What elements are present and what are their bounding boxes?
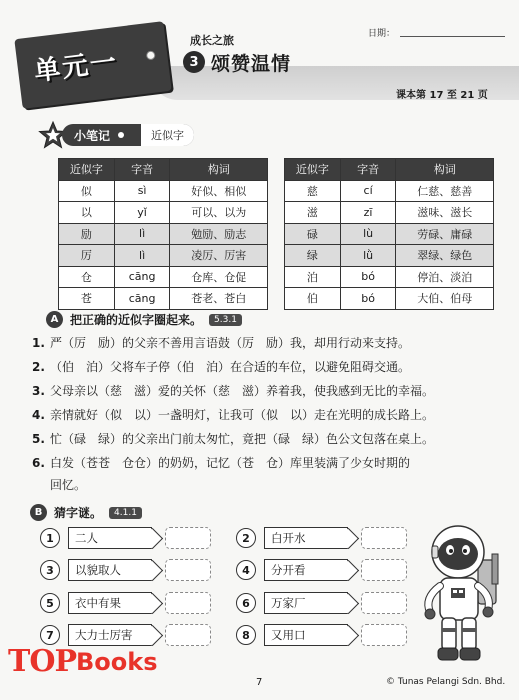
- riddle-number: 6: [236, 593, 256, 613]
- answer-box[interactable]: [361, 624, 407, 646]
- table-cell: cāng: [114, 288, 170, 310]
- date-line: [400, 36, 505, 37]
- logo-text-top: TOP: [8, 644, 77, 679]
- header-word-formation: 构词: [170, 159, 268, 181]
- header-pronunciation: 字音: [114, 159, 170, 181]
- section-a-code: 5.3.1: [209, 314, 242, 326]
- table-cell: 绿: [285, 245, 341, 267]
- question-number: 4.: [32, 408, 45, 422]
- answer-box[interactable]: [361, 559, 407, 581]
- page-number: 7: [256, 677, 263, 688]
- table-row: [285, 288, 494, 310]
- question-text: 严（厉 励）的父亲不善用言语鼓（厉 励）我，却用行动来支持。: [50, 336, 411, 350]
- section-a-title: 把正确的近似字圈起来。: [70, 313, 203, 327]
- header-similar-char: 近似字: [285, 159, 341, 181]
- answer-box[interactable]: [165, 559, 211, 581]
- section-b-code: 4.1.1: [109, 507, 142, 519]
- question-number: 5.: [32, 432, 45, 446]
- lesson-title: 颂赞温情: [211, 53, 292, 75]
- riddle-clue: 大力士厉害: [68, 624, 152, 646]
- question-5[interactable]: [32, 427, 434, 451]
- table-cell: 励: [59, 223, 115, 245]
- riddle-number: 5: [40, 593, 60, 613]
- table-row: [59, 202, 268, 224]
- table-row: [59, 266, 268, 288]
- table-row: [285, 202, 494, 224]
- table-row: [285, 245, 494, 267]
- table-row: [285, 266, 494, 288]
- table-cell: 可以、以为: [170, 202, 268, 224]
- table-cell: 滋味、滋长: [396, 202, 494, 224]
- table-cell: 伯: [285, 288, 341, 310]
- date-label: 日期：: [368, 29, 396, 39]
- table-cell: lǜ: [340, 245, 396, 267]
- section-b-title: 猜字谜。: [54, 506, 103, 520]
- section-a-badge: A: [46, 311, 63, 328]
- logo-text-books: Books: [76, 648, 158, 676]
- header-pronunciation: 字音: [340, 159, 396, 181]
- table-cell: 碌: [285, 223, 341, 245]
- section-b-heading: [30, 504, 142, 521]
- table-row: [59, 245, 268, 267]
- table-cell: 仓库、仓促: [170, 266, 268, 288]
- riddle-number: 3: [40, 560, 60, 580]
- textbook-reference: 课本第 17 至 21 页: [396, 90, 488, 101]
- riddle-number: 2: [236, 528, 256, 548]
- answer-box[interactable]: [361, 592, 407, 614]
- table-cell: 泊: [285, 266, 341, 288]
- lesson-number-badge: 3: [183, 51, 205, 73]
- answer-box[interactable]: [165, 624, 211, 646]
- question-1[interactable]: [32, 331, 410, 355]
- table-cell: 劳碌、庸碌: [396, 223, 494, 245]
- riddle-number: 8: [236, 625, 256, 645]
- table-cell: sì: [114, 180, 170, 202]
- table-cell: 翠绿、绿色: [396, 245, 494, 267]
- notes-subtitle: 近似字: [141, 124, 194, 146]
- tag-hole: [146, 50, 156, 60]
- riddle-clue: 又用口: [264, 624, 348, 646]
- question-text: 忙（碌 绿）的父亲出门前太匆忙，竟把（碌 绿）色公文包落在桌上。: [50, 432, 435, 446]
- question-text: 回忆。: [50, 478, 87, 492]
- section-b-badge: B: [30, 504, 47, 521]
- riddle-clue: 衣中有果: [68, 592, 152, 614]
- riddle-number: 1: [40, 528, 60, 548]
- table-cell: 慈: [285, 180, 341, 202]
- table-cell: 停泊、淡泊: [396, 266, 494, 288]
- similar-words-table-right: [284, 158, 494, 310]
- astronaut-illustration: [418, 520, 513, 670]
- table-cell: cāng: [114, 266, 170, 288]
- table-cell: cí: [340, 180, 396, 202]
- table-cell: bó: [340, 266, 396, 288]
- table-cell: zī: [340, 202, 396, 224]
- table-cell: 勉励、励志: [170, 223, 268, 245]
- answer-box[interactable]: [361, 527, 407, 549]
- question-number: 6.: [32, 456, 45, 470]
- unit-title: 单元一: [32, 47, 120, 88]
- table-cell: 滋: [285, 202, 341, 224]
- riddle-number: 7: [40, 625, 60, 645]
- table-cell: yǐ: [114, 202, 170, 224]
- header-word-formation: 构词: [396, 159, 494, 181]
- table-cell: 仓: [59, 266, 115, 288]
- table-cell: 仁慈、慈善: [396, 180, 494, 202]
- riddle-clue: 白开水: [264, 527, 348, 549]
- question-text: （伯 泊）父将车子停（伯 泊）在合适的车位，以避免阻碍交通。: [50, 360, 411, 374]
- table-cell: 以: [59, 202, 115, 224]
- theme-title: 成长之旅: [190, 34, 234, 47]
- table-cell: 凌厉、厉害: [170, 245, 268, 267]
- question-2[interactable]: [32, 355, 410, 379]
- table-cell: lì: [114, 245, 170, 267]
- copyright-text: © Tunas Pelangi Sdn. Bhd.: [386, 677, 506, 687]
- table-row: [285, 223, 494, 245]
- table-row: [285, 180, 494, 202]
- question-6-continued: [32, 473, 86, 497]
- similar-words-table-left: [58, 158, 268, 310]
- table-row: [59, 288, 268, 310]
- question-text: 父母亲以（慈 滋）爱的关怀（慈 滋）养着我，使我感到无比的幸福。: [50, 384, 435, 398]
- question-number: 1.: [32, 336, 45, 350]
- riddle-number: 4: [236, 560, 256, 580]
- table-cell: 大伯、伯母: [396, 288, 494, 310]
- notes-title: 小笔记: [74, 128, 111, 143]
- table-row: [59, 180, 268, 202]
- question-6[interactable]: [32, 451, 410, 475]
- section-a-heading: [46, 311, 242, 328]
- table-cell: 苍老、苍白: [170, 288, 268, 310]
- bullet-dot: [118, 132, 124, 138]
- question-number: 3.: [32, 384, 45, 398]
- topbooks-logo: [6, 640, 156, 690]
- table-cell: bó: [340, 288, 396, 310]
- riddle-clue: 以貌取人: [68, 559, 152, 581]
- header-similar-char: 近似字: [59, 159, 115, 181]
- riddle-clue: 万家厂: [264, 592, 348, 614]
- table-cell: 苍: [59, 288, 115, 310]
- table-cell: lì: [114, 223, 170, 245]
- question-text: 亲情就好（似 以）一盏明灯，让我可（似 以）走在光明的成长路上。: [50, 408, 435, 422]
- riddle-clue: 分开看: [264, 559, 348, 581]
- notes-pill: [62, 124, 194, 146]
- table-cell: lù: [340, 223, 396, 245]
- question-number: 2.: [32, 360, 45, 374]
- table-cell: 厉: [59, 245, 115, 267]
- table-cell: 好似、相似: [170, 180, 268, 202]
- question-text: 白发（苍苍 仓仓）的奶奶，记忆（苍 仓）库里装满了少女时期的: [50, 456, 411, 470]
- table-row: [59, 223, 268, 245]
- table-cell: 似: [59, 180, 115, 202]
- question-4[interactable]: [32, 403, 434, 427]
- answer-box[interactable]: [165, 527, 211, 549]
- unit-tag: [14, 21, 171, 109]
- riddle-clue: 二人: [68, 527, 152, 549]
- answer-box[interactable]: [165, 592, 211, 614]
- question-3[interactable]: [32, 379, 434, 403]
